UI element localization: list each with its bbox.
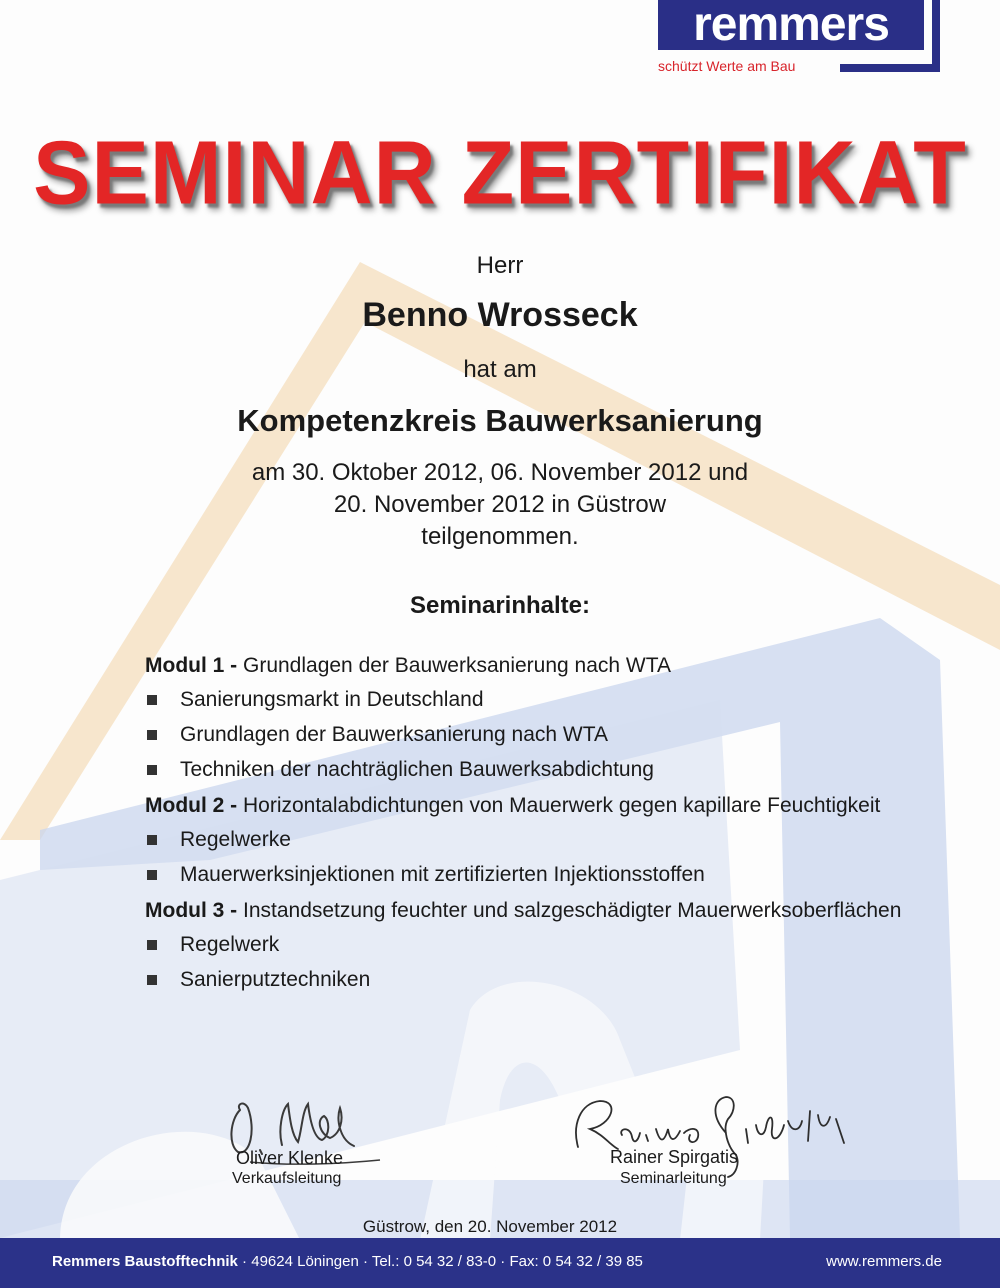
list-item-text: Sanierungsmarkt in Deutschland xyxy=(180,688,484,711)
footer-bar xyxy=(0,1238,1000,1288)
module-title: Horizontalabdichtungen von Mauerwerk gegen kapillare Feuchtigkeit xyxy=(237,794,881,817)
bullet-square-icon xyxy=(147,730,157,740)
list-item-text: Sanierputztechniken xyxy=(180,968,371,991)
bullet-square-icon xyxy=(147,765,157,775)
bullet-square-icon xyxy=(147,835,157,845)
course-title: Kompetenzkreis Bauwerksanierung xyxy=(237,403,763,438)
bullet-square-icon xyxy=(147,975,157,985)
list-item-text: Techniken der nachträglichen Bauwerksabdichtung xyxy=(180,758,654,781)
dates-line-1: am 30. Oktober 2012, 06. November 2012 und xyxy=(251,459,749,486)
list-item-text: Regelwerk xyxy=(180,933,280,956)
bullet-square-icon xyxy=(147,940,157,950)
place-and-date: Güstrow, den 20. November 2012 xyxy=(362,1217,618,1236)
module-label: Modul 3 - xyxy=(145,899,238,922)
module-3-heading xyxy=(145,895,965,927)
list-item xyxy=(145,720,965,755)
signatory-name-right: Rainer Spirgatis xyxy=(610,1147,739,1167)
footer-address xyxy=(52,1253,643,1270)
list-item-text: Mauerwerksinjektionen mit zertifizierten Injektionsstoffen xyxy=(180,863,705,886)
remmers-logo xyxy=(648,0,940,78)
seminar-contents-heading: Seminarinhalte: xyxy=(409,592,591,619)
list-item xyxy=(145,965,965,1000)
module-label: Modul 2 - xyxy=(145,794,238,817)
module-list xyxy=(145,650,965,1000)
bullet-square-icon xyxy=(147,870,157,880)
module-3-items xyxy=(145,930,965,1000)
certificate-title: SEMINAR ZERTIFIKAT xyxy=(33,122,967,224)
salutation: Herr xyxy=(476,252,524,279)
signature-block-left xyxy=(190,1090,410,1190)
dates-line-3: teilgenommen. xyxy=(421,523,579,550)
module-1-items xyxy=(145,685,965,790)
signature-block-right xyxy=(560,1085,850,1195)
list-item-text: Regelwerke xyxy=(180,828,291,851)
list-item xyxy=(145,685,965,720)
list-item-text: Grundlagen der Bauwerksanierung nach WTA xyxy=(180,723,609,746)
bullet-square-icon xyxy=(147,695,157,705)
course-dates xyxy=(0,457,1000,553)
footer-contact: · 49624 Löningen · Tel.: 0 54 32 / 83-0 · Fax: 0 54 32 / 39 85 xyxy=(237,1253,643,1270)
list-item xyxy=(145,930,965,965)
module-label: Modul 1 - xyxy=(145,654,238,677)
participated-text: hat am xyxy=(463,356,537,383)
list-item xyxy=(145,860,965,895)
signatory-role-right: Seminarleitung xyxy=(620,1170,727,1187)
list-item xyxy=(145,755,965,790)
list-item xyxy=(145,825,965,860)
signatory-role-left: Verkaufsleitung xyxy=(232,1170,342,1187)
participant-name: Benno Wrosseck xyxy=(362,296,638,334)
signatory-name-left: Oliver Klenke xyxy=(236,1148,344,1168)
logo-slogan: schützt Werte am Bau xyxy=(658,58,796,74)
dates-line-2: 20. November 2012 in Güstrow xyxy=(333,491,667,518)
module-1-heading xyxy=(145,650,965,682)
module-title: Grundlagen der Bauwerksanierung nach WTA xyxy=(237,654,671,677)
module-2-items xyxy=(145,825,965,895)
logo-wordmark: remmers xyxy=(658,0,924,50)
footer-website: www.remmers.de xyxy=(826,1253,942,1270)
module-2-heading xyxy=(145,790,965,822)
footer-company: Remmers Baustofftechnik xyxy=(52,1253,238,1270)
module-title: Instandsetzung feuchter und salzgeschädigter Mauerwerksoberflächen xyxy=(237,899,902,922)
